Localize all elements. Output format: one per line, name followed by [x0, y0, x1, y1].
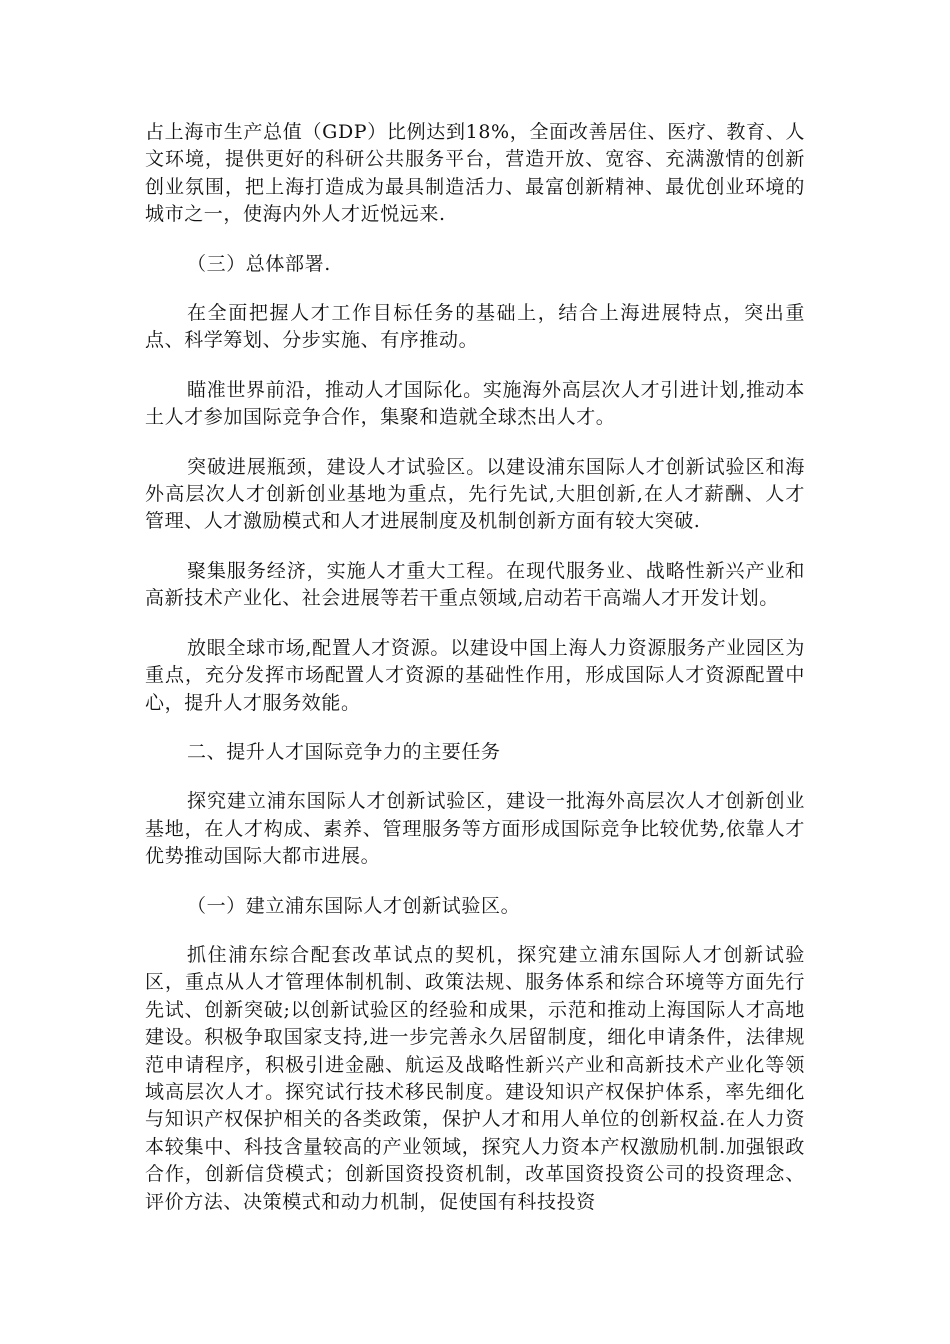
document-body — [145, 119, 805, 1238]
paragraph-overall-deployment: 在全面把握人才工作目标任务的基础上，结合上海进展特点，突出重点、科学筹划、分步实施、有序推动。 — [145, 302, 805, 352]
paragraph-gdp-target: 占上海市生产总值（GDP）比例达到18%，全面改善居住、医疗、教育、人文环境，提供更好的科研公共服务平台，营造开放、宽容、充满激情的创新创业氛围，把上海打造成为最具制造活力、最富创新精神、最优创业环境的城市之一，使海内外人才近悦远来. — [145, 121, 805, 226]
heading-main-tasks: 二、提升人才国际竞争力的主要任务 — [187, 740, 501, 763]
heading-pudong-pilot-zone: （一）建立浦东国际人才创新试验区。 — [187, 894, 521, 917]
paragraph-main-tasks: 探究建立浦东国际人才创新试验区，建设一批海外高层次人才创新创业基地，在人才构成、素养、管理服务等方面形成国际竞争比较优势,依靠人才优势推动国际大都市进展。 — [145, 790, 805, 868]
paragraph-service-economy: 聚集服务经济，实施人才重大工程。在现代服务业、战略性新兴产业和高新技术产业化、社会进展等若干重点领域,启动若干高端人才开发计划。 — [145, 559, 805, 610]
paragraph-internationalization: 瞄准世界前沿，推动人才国际化。实施海外高层次人才引进计划,推动本土人才参加国际竞争合作，集聚和造就全球杰出人才。 — [145, 378, 805, 429]
heading-overall-deployment: （三）总体部署. — [187, 252, 331, 275]
paragraph-pudong-pilot-zone: 抓住浦东综合配套改革试点的契机，探究建立浦东国际人才创新试验区，重点从人才管理体制机制、政策法规、服务体系和综合环境等方面先行先试、创新突破;以创新试验区的经验和成果，示范和推动上海国际人才高地建设。积极争取国家支持,进一步完善永久居留制度，细化申请条件，法律规范申请程序，积极引进金融、航运及战略性新兴产业和高新技术产业化等领域高层次人才。探究试行技术移民制度。建设知识产权保护体系，率先细化与知识产权保护相关的各类政策，保护人才和用人单位的创新权益.在人力资本较集中、科技含量较高的产业领域，探究人力资本产权激励机制.加强银政合作，创新信贷模式；创新国资投资机制，改革国资投资公司的投资理念、评价方法、决策模式和动力机制，促使国有科技投资 — [145, 943, 805, 1213]
paragraph-talent-pilot-zone: 突破进展瓶颈，建设人才试验区。以建设浦东国际人才创新试验区和海外高层次人才创新创业基地为重点，先行先试,大胆创新,在人才薪酬、人才管理、人才激励模式和人才进展制度及机制创新方面有较大突破. — [145, 455, 805, 533]
paragraph-global-market: 放眼全球市场,配置人才资源。以建设中国上海人力资源服务产业园区为重点，充分发挥市场配置人才资源的基础性作用，形成国际人才资源配置中心，提升人才服务效能。 — [145, 636, 805, 714]
